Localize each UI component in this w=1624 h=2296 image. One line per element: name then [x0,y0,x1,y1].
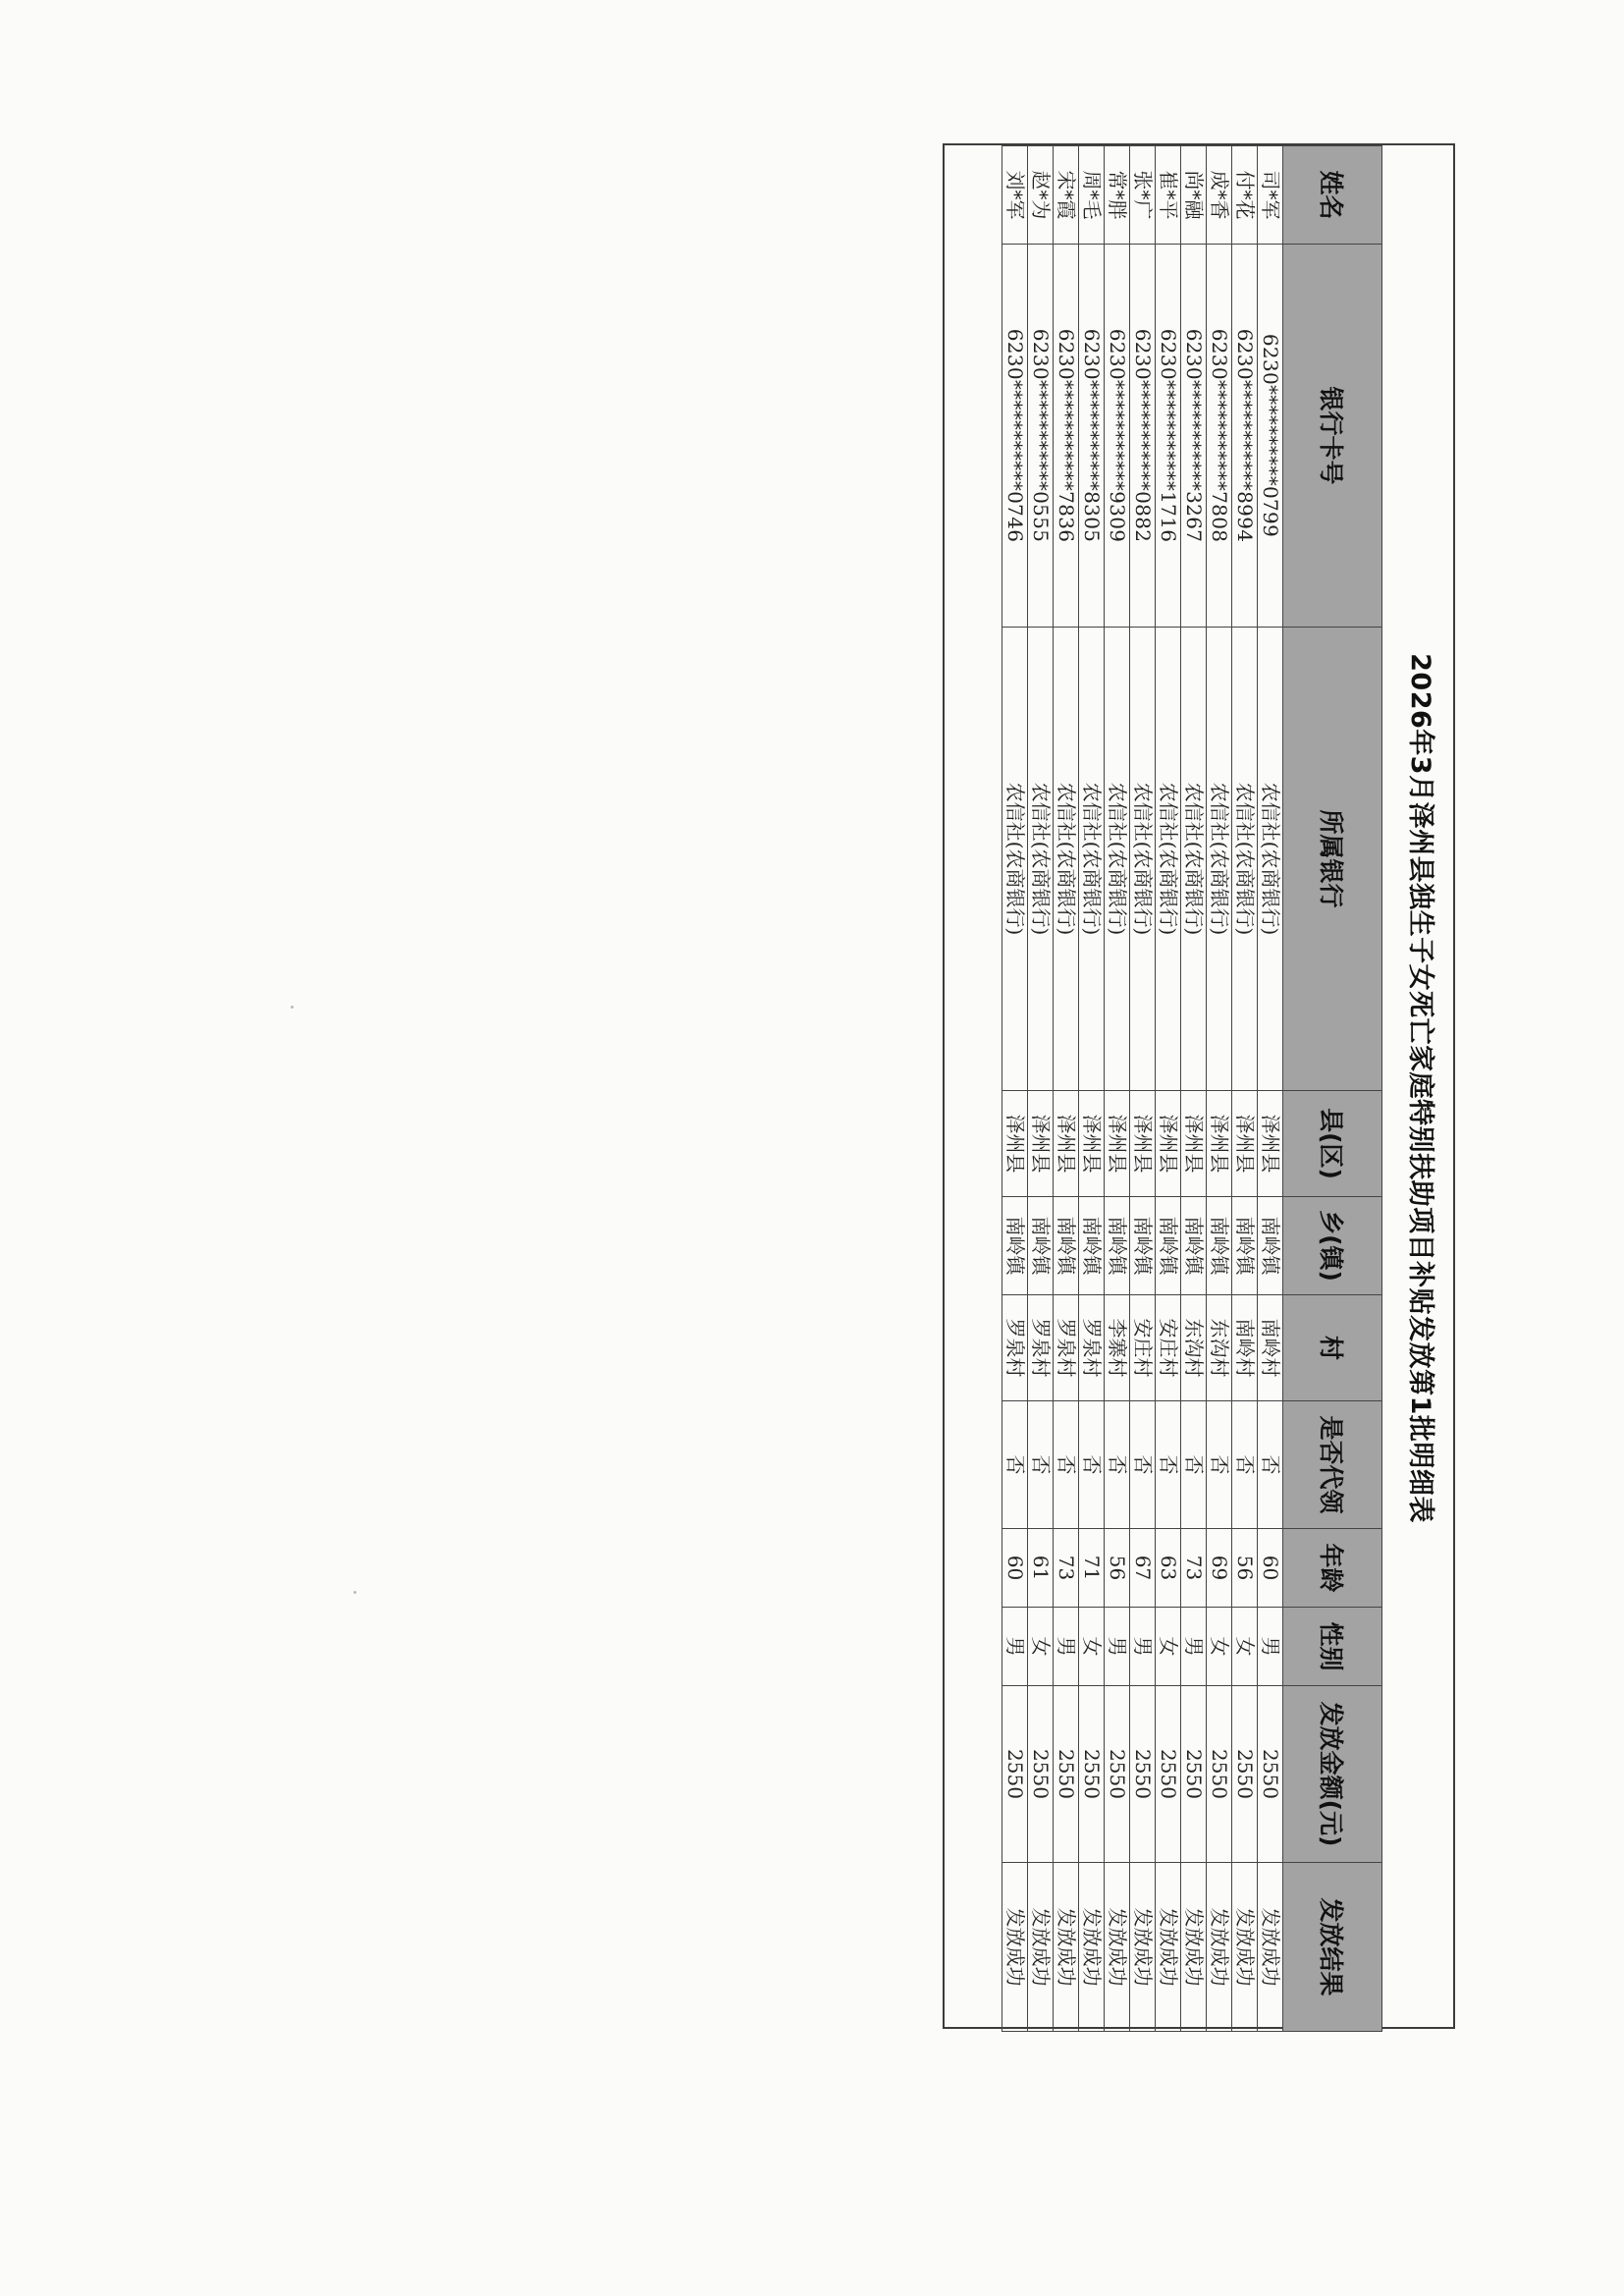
cell-name: 常*胖 [1105,146,1130,245]
header-age: 年龄 [1283,1529,1382,1608]
cell-card-number: 6230***********8994 [1232,245,1258,628]
cell-age: 60 [1002,1529,1028,1608]
cell-bank: 农信社(农商银行) [1002,628,1028,1091]
cell-gender: 男 [1105,1608,1130,1686]
cell-town: 南岭镇 [1130,1197,1156,1295]
header-amount: 发放金额(元) [1283,1686,1382,1863]
cell-proxy-collect: 否 [1156,1401,1181,1529]
cell-name: 付*花 [1232,146,1258,245]
cell-card-number: 6230***********1716 [1156,245,1181,628]
cell-amount: 2550 [1105,1686,1130,1863]
cell-village: 罗泉村 [1079,1295,1105,1401]
cell-gender: 女 [1079,1608,1105,1686]
cell-town: 南岭镇 [1207,1197,1232,1295]
cell-county: 泽州县 [1079,1091,1105,1197]
table-body [1002,146,1283,2032]
cell-gender: 男 [1002,1608,1028,1686]
cell-amount: 2550 [1258,1686,1283,1863]
rotated-page-content [945,145,1457,2031]
header-row [1283,146,1382,2032]
cell-proxy-collect: 否 [1258,1401,1283,1529]
cell-county: 泽州县 [1207,1091,1232,1197]
cell-name: 宋*霞 [1054,146,1079,245]
cell-card-number: 6230***********7836 [1054,245,1079,628]
cell-bank: 农信社(农商银行) [1207,628,1232,1091]
cell-card-number: 6230***********3267 [1181,245,1207,628]
cell-name: 司*军 [1258,146,1283,245]
cell-village: 南岭村 [1258,1295,1283,1401]
cell-amount: 2550 [1002,1686,1028,1863]
cell-county: 泽州县 [1054,1091,1079,1197]
cell-proxy-collect: 否 [1130,1401,1156,1529]
table-row [1054,146,1079,2032]
cell-amount: 2550 [1232,1686,1258,1863]
cell-town: 南岭镇 [1054,1197,1079,1295]
cell-bank: 农信社(农商银行) [1054,628,1079,1091]
cell-card-number: 6230***********0882 [1130,245,1156,628]
cell-bank: 农信社(农商银行) [1130,628,1156,1091]
cell-card-number: 6230***********9309 [1105,245,1130,628]
cell-county: 泽州县 [1130,1091,1156,1197]
cell-bank: 农信社(农商银行) [1258,628,1283,1091]
document-sheet [943,143,1455,2029]
cell-proxy-collect: 否 [1002,1401,1028,1529]
cell-age: 73 [1054,1529,1079,1608]
table-header [1283,146,1382,2032]
cell-amount: 2550 [1181,1686,1207,1863]
cell-name: 张*广 [1130,146,1156,245]
cell-name: 刘*军 [1002,146,1028,245]
cell-gender: 女 [1028,1608,1054,1686]
cell-name: 尚*融 [1181,146,1207,245]
cell-bank: 农信社(农商银行) [1156,628,1181,1091]
table-row [1105,146,1130,2032]
header-proxy-collect: 是否代领 [1283,1401,1382,1529]
cell-bank: 农信社(农商银行) [1079,628,1105,1091]
cell-result: 发放成功 [1130,1863,1156,2032]
cell-name: 赵*为 [1028,146,1054,245]
cell-card-number: 6230**********0799 [1258,245,1283,628]
cell-name: 成*香 [1207,146,1232,245]
cell-gender: 男 [1054,1608,1079,1686]
cell-proxy-collect: 否 [1105,1401,1130,1529]
cell-village: 安庄村 [1156,1295,1181,1401]
cell-proxy-collect: 否 [1232,1401,1258,1529]
cell-result: 发放成功 [1054,1863,1079,2032]
cell-card-number: 6230***********0746 [1002,245,1028,628]
cell-age: 60 [1258,1529,1283,1608]
table-row [1130,146,1156,2032]
cell-age: 56 [1232,1529,1258,1608]
cell-town: 南岭镇 [1156,1197,1181,1295]
cell-amount: 2550 [1079,1686,1105,1863]
cell-village: 东沟村 [1181,1295,1207,1401]
cell-result: 发放成功 [1079,1863,1105,2032]
cell-county: 泽州县 [1181,1091,1207,1197]
cell-age: 73 [1181,1529,1207,1608]
cell-age: 69 [1207,1529,1232,1608]
cell-age: 67 [1130,1529,1156,1608]
cell-gender: 女 [1207,1608,1232,1686]
cell-gender: 女 [1156,1608,1181,1686]
header-gender: 性别 [1283,1608,1382,1686]
header-name: 姓名 [1283,146,1382,245]
cell-village: 李寨村 [1105,1295,1130,1401]
cell-name: 崔*平 [1156,146,1181,245]
cell-county: 泽州县 [1232,1091,1258,1197]
cell-county: 泽州县 [1258,1091,1283,1197]
cell-amount: 2550 [1130,1686,1156,1863]
cell-amount: 2550 [1028,1686,1054,1863]
header-county: 县(区) [1283,1091,1382,1197]
header-village: 村 [1283,1295,1382,1401]
header-result: 发放结果 [1283,1863,1382,2032]
subsidy-detail-table [1001,145,1382,2032]
cell-result: 发放成功 [1105,1863,1130,2032]
table-row [1258,146,1283,2032]
cell-proxy-collect: 否 [1079,1401,1105,1529]
table-row [1079,146,1105,2032]
cell-card-number: 6230***********8305 [1079,245,1105,628]
cell-town: 南岭镇 [1079,1197,1105,1295]
cell-gender: 男 [1181,1608,1207,1686]
cell-bank: 农信社(农商银行) [1028,628,1054,1091]
header-card-number: 银行卡号 [1283,245,1382,628]
table-row [1232,146,1258,2032]
cell-age: 61 [1028,1529,1054,1608]
cell-proxy-collect: 否 [1181,1401,1207,1529]
cell-gender: 男 [1130,1608,1156,1686]
cell-amount: 2550 [1156,1686,1181,1863]
cell-village: 东沟村 [1207,1295,1232,1401]
cell-town: 南岭镇 [1002,1197,1028,1295]
table-row [1156,146,1181,2032]
cell-age: 63 [1156,1529,1181,1608]
cell-result: 发放成功 [1258,1863,1283,2032]
cell-proxy-collect: 否 [1207,1401,1232,1529]
cell-gender: 男 [1258,1608,1283,1686]
cell-result: 发放成功 [1028,1863,1054,2032]
cell-bank: 农信社(农商银行) [1105,628,1130,1091]
cell-card-number: 6230***********0555 [1028,245,1054,628]
cell-amount: 2550 [1054,1686,1079,1863]
table-row [1181,146,1207,2032]
cell-town: 南岭镇 [1258,1197,1283,1295]
cell-age: 71 [1079,1529,1105,1608]
cell-proxy-collect: 否 [1028,1401,1054,1529]
cell-village: 罗泉村 [1028,1295,1054,1401]
cell-age: 56 [1105,1529,1130,1608]
table-row [1002,146,1028,2032]
cell-town: 南岭镇 [1105,1197,1130,1295]
cell-result: 发放成功 [1156,1863,1181,2032]
cell-proxy-collect: 否 [1054,1401,1079,1529]
header-bank: 所属银行 [1283,628,1382,1091]
cell-bank: 农信社(农商银行) [1181,628,1207,1091]
cell-bank: 农信社(农商银行) [1232,628,1258,1091]
document-title: 2026年3月泽州县独生子女死亡家庭特别扶助项目补贴发放第1批明细表 [1405,653,1435,1523]
table-row [1028,146,1054,2032]
table-row [1207,146,1232,2032]
cell-card-number: 6230***********7808 [1207,245,1232,628]
cell-amount: 2550 [1207,1686,1232,1863]
cell-town: 南岭镇 [1028,1197,1054,1295]
cell-town: 南岭镇 [1232,1197,1258,1295]
cell-town: 南岭镇 [1181,1197,1207,1295]
header-town: 乡(镇) [1283,1197,1382,1295]
cell-county: 泽州县 [1002,1091,1028,1197]
cell-village: 安庄村 [1130,1295,1156,1401]
cell-result: 发放成功 [1181,1863,1207,2032]
cell-name: 周*毛 [1079,146,1105,245]
cell-gender: 女 [1232,1608,1258,1686]
cell-village: 罗泉村 [1054,1295,1079,1401]
cell-result: 发放成功 [1207,1863,1232,2032]
cell-county: 泽州县 [1156,1091,1181,1197]
scan-speck [291,1006,294,1009]
cell-village: 南岭村 [1232,1295,1258,1401]
cell-result: 发放成功 [1002,1863,1028,2032]
cell-county: 泽州县 [1028,1091,1054,1197]
scan-speck [353,1591,356,1594]
cell-village: 罗泉村 [1002,1295,1028,1401]
cell-result: 发放成功 [1232,1863,1258,2032]
cell-county: 泽州县 [1105,1091,1130,1197]
